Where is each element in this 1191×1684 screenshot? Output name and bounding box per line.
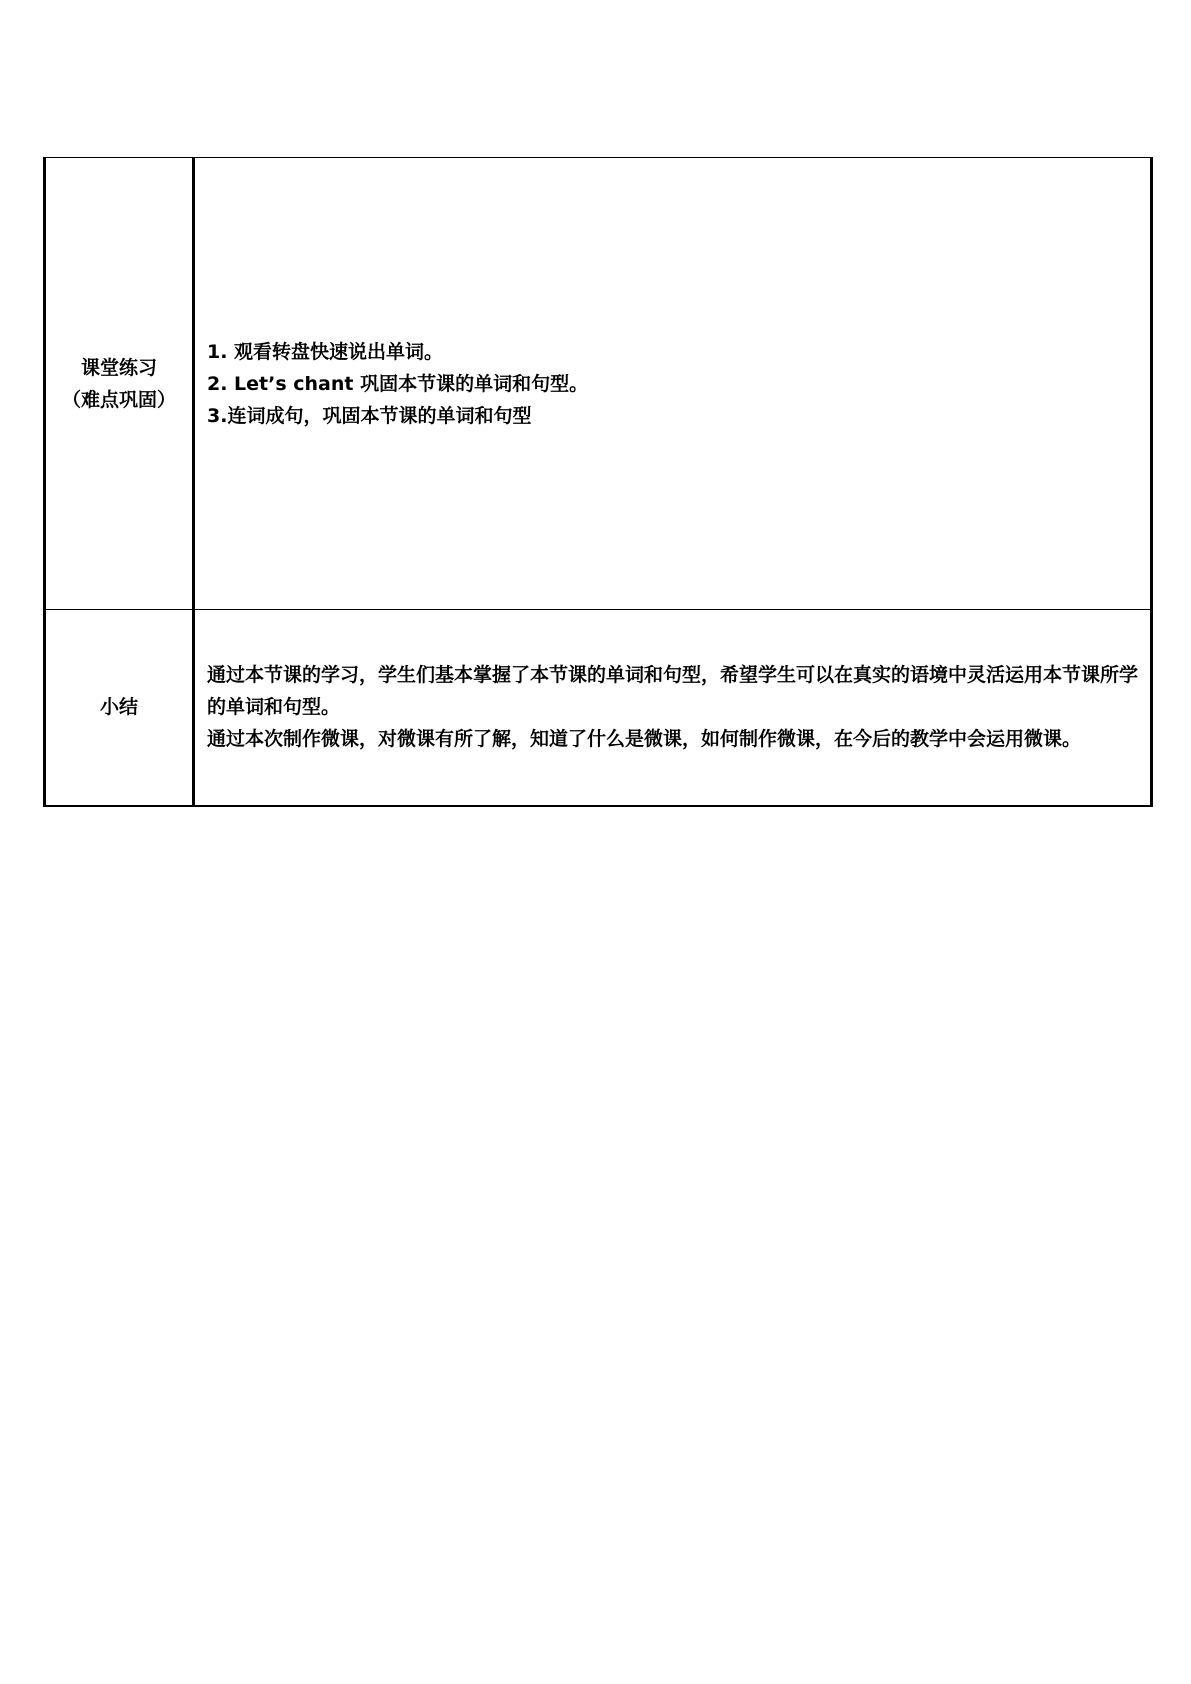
practice-list: [207, 336, 1138, 432]
practice-item-3: 3.连词成句，巩固本节课的单词和句型: [207, 404, 532, 427]
practice-row: [45, 158, 1152, 610]
practice-item-1: 1. 观看转盘快速说出单词。: [207, 340, 444, 363]
practice-label-cell: [45, 158, 194, 610]
summary-label: 小结: [99, 696, 138, 719]
summary-paragraph-1: 通过本节课的学习，学生们基本掌握了本节课的单词和句型，希望学生可以在真实的语境中灵活运用本节课所学的单词和句型。: [207, 664, 1139, 719]
practice-content-cell: [194, 158, 1152, 610]
practice-label-title: 课堂练习: [80, 356, 157, 379]
summary-row: [45, 610, 1152, 806]
lesson-plan-table: [43, 157, 1153, 807]
practice-label-subtitle: （难点巩固）: [61, 388, 176, 411]
practice-item-2: 2. Let’s chant 巩固本节课的单词和句型。: [207, 372, 589, 395]
summary-label-cell: [45, 610, 194, 806]
summary-paragraph-2: 通过本次制作微课，对微课有所了解，知道了什么是微课，如何制作微课，在今后的教学中会运用微课。: [207, 728, 1082, 751]
summary-content-cell: [194, 610, 1152, 806]
